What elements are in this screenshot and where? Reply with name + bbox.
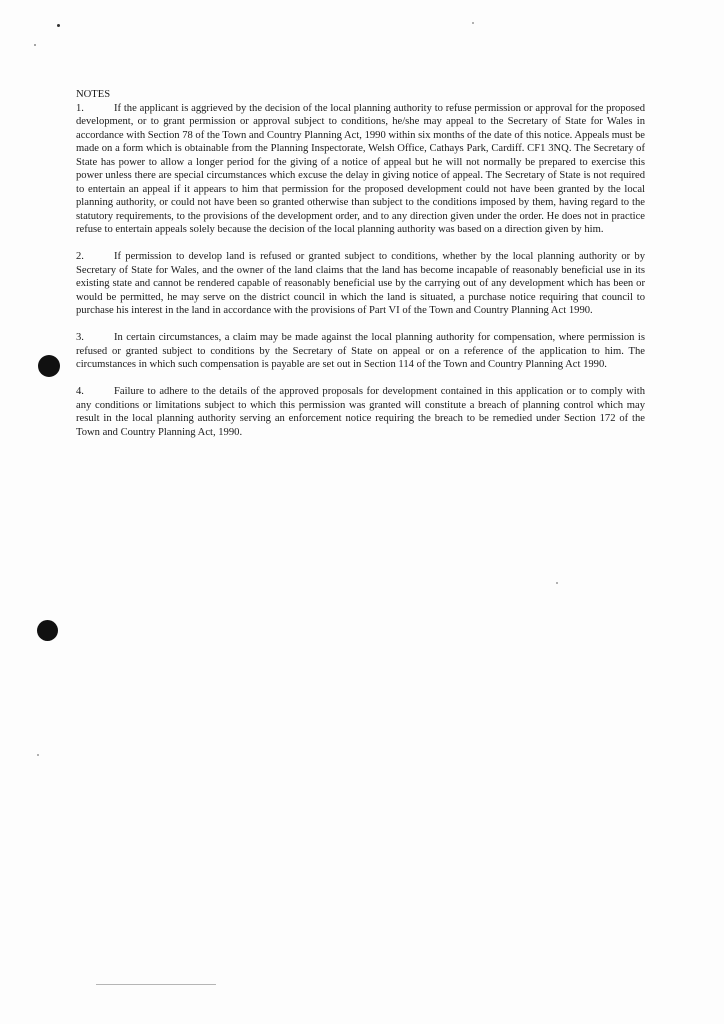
note-number: 4. bbox=[76, 386, 84, 397]
note-number: 1. bbox=[76, 102, 84, 114]
notes-body bbox=[76, 88, 645, 453]
footer-rule bbox=[96, 984, 216, 985]
note-paragraph-3 bbox=[76, 331, 645, 372]
scan-speck bbox=[57, 24, 60, 27]
scan-speck bbox=[472, 22, 474, 24]
note-text: If permission to develop land is refused or granted subject to conditions, whether by the local planning authority or by Secretary of State for Wales, and the owner of the land claims that the land has become incapable of reasonably beneficial use in its existing state and cannot be rendered capable of reasonably beneficial use by the carrying out of any development which has been or would be permitted, he may serve on the district council in which the land is situated, a purchase notice requiring that council to purchase his interest in the land in accordance with the provisions of Part VI of the Town and Country Planning Act 1990. bbox=[76, 251, 645, 316]
note-paragraph-2 bbox=[76, 250, 645, 318]
punch-hole-mark bbox=[38, 355, 60, 377]
note-number: 2. bbox=[76, 251, 84, 262]
punch-hole-mark bbox=[37, 620, 58, 641]
note-text: Failure to adhere to the details of the approved proposals for development contained in this application or to comply with any conditions or limitations subject to which this permission was granted will constitute a breach of planning control which may result in the local planning authority serving an enforcement notice requiring the breach to be remedied under Section 172 of the Town and Country Planning Act, 1990. bbox=[76, 386, 645, 438]
notes-heading: NOTES bbox=[76, 89, 111, 100]
note-paragraph-1 bbox=[76, 102, 645, 237]
note-paragraph-4 bbox=[76, 385, 645, 439]
note-text: In certain circumstances, a claim may be made against the local planning authority for compensation, where permission is refused or granted subject to conditions by the Secretary of State on appeal or on a reference of the application to him. The circumstances in which such compensation is payable are set out in Section 114 of the Town and Country Planning Act 1990. bbox=[76, 332, 645, 370]
note-text: If the applicant is aggrieved by the decision of the local planning authority to refuse permission or approval for the proposed development, or to grant permission or approval subject to conditions, he/she may appeal to the Secretary of State for Wales in accordance with Section 78 of the Town and Country Planning Act, 1990 within six months of the date of this notice. Appeals must be made on a form which is obtainable from the Planning Inspectorate, Welsh Office, Cathays Park, Cardiff. CF1 3NQ. The Secretary of State has power to allow a longer period for the giving of a notice of appeal but he will not normally be prepared to exercise this power unless there are special circumstances which excuse the delay in giving notice of appeal. The Secretary of State is not required to entertain an appeal if it appears to him that permission for the proposed development could not have been granted by the local planning authority, or could not have been so granted otherwise than subject to the conditions imposed by them, having regard to the statutory requirements, to the provisions of the development order, and to any direction given under the order. He does not in practice refuse to entertain appeals solely because the decision of the local planning authority was based on a direction given by him. bbox=[76, 102, 645, 235]
scan-speck bbox=[556, 582, 558, 584]
note-number: 3. bbox=[76, 332, 84, 343]
scan-speck bbox=[37, 754, 39, 756]
scan-speck bbox=[34, 44, 36, 46]
